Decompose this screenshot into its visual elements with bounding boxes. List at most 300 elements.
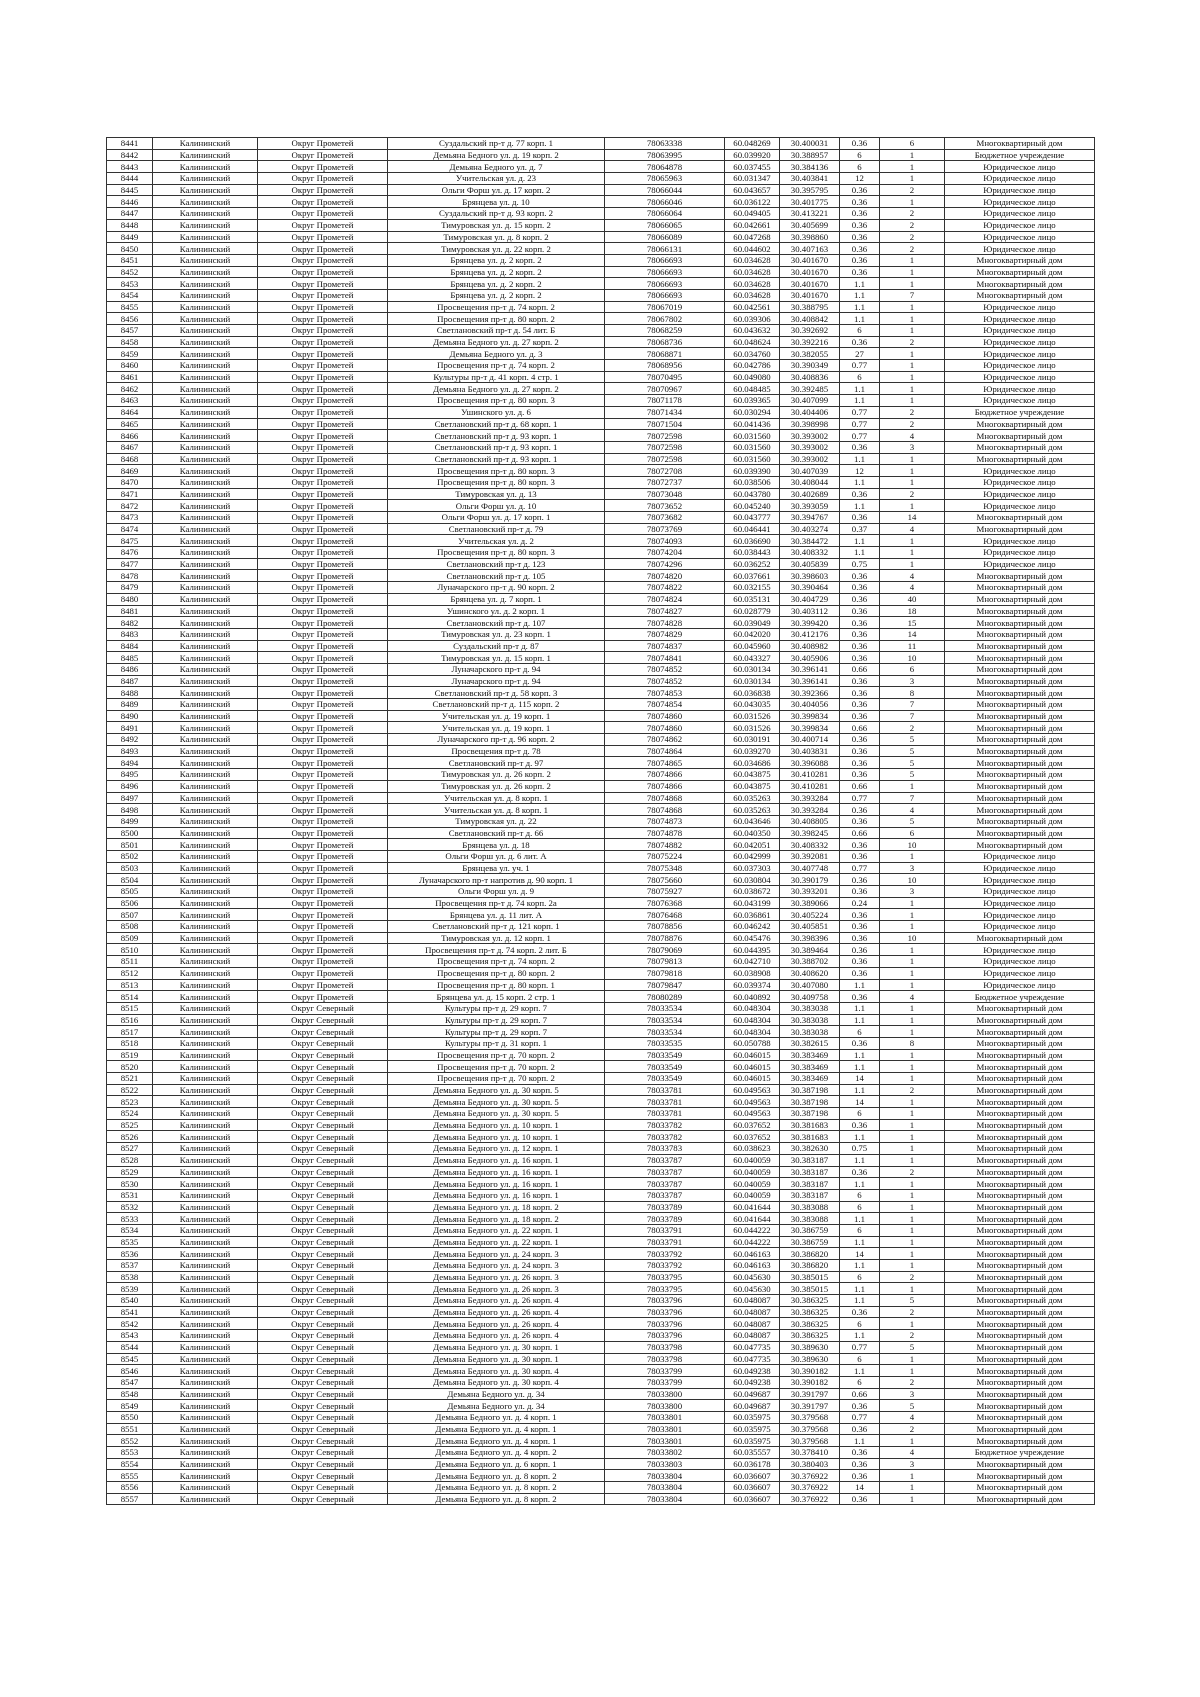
row-number: 8454	[107, 289, 153, 301]
count-cell: 3	[880, 1388, 945, 1400]
district-cell: Калининский	[153, 827, 258, 839]
value-cell: 0.77	[840, 406, 880, 418]
row-number: 8530	[107, 1178, 153, 1190]
category-cell: Многоквартирный дом	[945, 1178, 1095, 1190]
district-cell: Калининский	[153, 1470, 258, 1482]
row-number: 8510	[107, 944, 153, 956]
category-cell: Многоквартирный дом	[945, 1435, 1095, 1447]
longitude-cell: 30.379568	[780, 1423, 840, 1435]
code-cell: 78075224	[605, 850, 725, 862]
longitude-cell: 30.392692	[780, 325, 840, 337]
municipality-cell: Округ Прометей	[258, 208, 388, 220]
district-cell: Калининский	[153, 722, 258, 734]
value-cell: 0.36	[840, 1119, 880, 1131]
longitude-cell: 30.395795	[780, 184, 840, 196]
category-cell: Многоквартирный дом	[945, 734, 1095, 746]
address-cell: Тимуровская ул. д. 15 корп. 2	[388, 219, 605, 231]
district-cell: Калининский	[153, 839, 258, 851]
code-cell: 78033782	[605, 1119, 725, 1131]
count-cell: 2	[880, 1166, 945, 1178]
address-cell: Демьяна Бедного ул. д. 16 корп. 1	[388, 1178, 605, 1190]
row-number: 8458	[107, 336, 153, 348]
code-cell: 78033802	[605, 1447, 725, 1459]
code-cell: 78033534	[605, 1014, 725, 1026]
value-cell: 14	[840, 1073, 880, 1085]
address-cell: Культуры пр-т д. 31 корп. 1	[388, 1037, 605, 1049]
code-cell: 78074837	[605, 640, 725, 652]
longitude-cell: 30.405224	[780, 909, 840, 921]
category-cell: Многоквартирный дом	[945, 1201, 1095, 1213]
row-number: 8446	[107, 196, 153, 208]
longitude-cell: 30.387198	[780, 1084, 840, 1096]
latitude-cell: 60.049563	[725, 1108, 780, 1120]
district-cell: Калининский	[153, 161, 258, 173]
code-cell: 78033796	[605, 1306, 725, 1318]
category-cell: Многоквартирный дом	[945, 1014, 1095, 1026]
longitude-cell: 30.386325	[780, 1330, 840, 1342]
longitude-cell: 30.383038	[780, 1026, 840, 1038]
code-cell: 78033781	[605, 1096, 725, 1108]
latitude-cell: 60.044602	[725, 243, 780, 255]
longitude-cell: 30.400714	[780, 734, 840, 746]
district-cell: Калининский	[153, 617, 258, 629]
table-row	[107, 1271, 1095, 1283]
table-row	[107, 453, 1095, 465]
row-number: 8499	[107, 815, 153, 827]
latitude-cell: 60.030134	[725, 663, 780, 675]
value-cell: 0.36	[840, 512, 880, 524]
row-number: 8492	[107, 734, 153, 746]
code-cell: 78066693	[605, 266, 725, 278]
table-row	[107, 512, 1095, 524]
category-cell: Юридическое лицо	[945, 850, 1095, 862]
row-number: 8520	[107, 1061, 153, 1073]
category-cell: Юридическое лицо	[945, 395, 1095, 407]
value-cell: 0.36	[840, 617, 880, 629]
address-cell: Просвещения пр-т д. 80 корп. 2	[388, 313, 605, 325]
municipality-cell: Округ Прометей	[258, 278, 388, 290]
latitude-cell: 60.035975	[725, 1435, 780, 1447]
latitude-cell: 60.039920	[725, 149, 780, 161]
row-number: 8462	[107, 383, 153, 395]
row-number: 8535	[107, 1236, 153, 1248]
municipality-cell: Округ Прометей	[258, 570, 388, 582]
table-row	[107, 792, 1095, 804]
row-number: 8475	[107, 535, 153, 547]
row-number: 8472	[107, 500, 153, 512]
code-cell: 78033799	[605, 1376, 725, 1388]
address-cell: Тимуровская ул. д. 8 корп. 2	[388, 231, 605, 243]
address-cell: Демьяна Бедного ул. д. 30 корп. 4	[388, 1365, 605, 1377]
longitude-cell: 30.390349	[780, 360, 840, 372]
address-cell: Демьяна Бедного ул. д. 18 корп. 2	[388, 1201, 605, 1213]
count-cell: 1	[880, 1435, 945, 1447]
district-cell: Калининский	[153, 874, 258, 886]
longitude-cell: 30.382615	[780, 1037, 840, 1049]
longitude-cell: 30.383187	[780, 1154, 840, 1166]
count-cell: 1	[880, 196, 945, 208]
count-cell: 2	[880, 418, 945, 430]
longitude-cell: 30.388957	[780, 149, 840, 161]
municipality-cell: Округ Прометей	[258, 500, 388, 512]
count-cell: 4	[880, 523, 945, 535]
category-cell: Юридическое лицо	[945, 161, 1095, 173]
municipality-cell: Округ Северный	[258, 1330, 388, 1342]
address-cell: Тимуровская ул. д. 15 корп. 1	[388, 652, 605, 664]
count-cell: 1	[880, 1119, 945, 1131]
count-cell: 8	[880, 1037, 945, 1049]
table-row	[107, 1096, 1095, 1108]
row-number: 8482	[107, 617, 153, 629]
district-cell: Калининский	[153, 406, 258, 418]
municipality-cell: Округ Северный	[258, 1213, 388, 1225]
latitude-cell: 60.036607	[725, 1493, 780, 1505]
longitude-cell: 30.407039	[780, 465, 840, 477]
count-cell: 1	[880, 1236, 945, 1248]
address-cell: Ольги Форш ул. д. 6 лит. А	[388, 850, 605, 862]
row-number: 8460	[107, 360, 153, 372]
municipality-cell: Округ Прометей	[258, 149, 388, 161]
longitude-cell: 30.386325	[780, 1318, 840, 1330]
address-cell: Ушинского ул. д. 2 корп. 1	[388, 605, 605, 617]
count-cell: 1	[880, 1260, 945, 1272]
district-cell: Калининский	[153, 757, 258, 769]
district-cell: Калининский	[153, 640, 258, 652]
latitude-cell: 60.037455	[725, 161, 780, 173]
municipality-cell: Округ Северный	[258, 1131, 388, 1143]
latitude-cell: 60.042561	[725, 301, 780, 313]
count-cell: 3	[880, 675, 945, 687]
table-row	[107, 336, 1095, 348]
latitude-cell: 60.046163	[725, 1260, 780, 1272]
district-cell: Калининский	[153, 196, 258, 208]
latitude-cell: 60.034628	[725, 289, 780, 301]
district-cell: Калининский	[153, 465, 258, 477]
longitude-cell: 30.405906	[780, 652, 840, 664]
latitude-cell: 60.036122	[725, 196, 780, 208]
table-row	[107, 430, 1095, 442]
category-cell: Юридическое лицо	[945, 348, 1095, 360]
row-number: 8464	[107, 406, 153, 418]
category-cell: Многоквартирный дом	[945, 1306, 1095, 1318]
district-cell: Калининский	[153, 523, 258, 535]
category-cell: Многоквартирный дом	[945, 1482, 1095, 1494]
municipality-cell: Округ Северный	[258, 1026, 388, 1038]
count-cell: 1	[880, 1014, 945, 1026]
table-row	[107, 266, 1095, 278]
count-cell: 10	[880, 652, 945, 664]
count-cell: 1	[880, 453, 945, 465]
district-cell: Калининский	[153, 360, 258, 372]
table-row	[107, 699, 1095, 711]
address-cell: Брянцева ул. д. 2 корп. 2	[388, 266, 605, 278]
longitude-cell: 30.379568	[780, 1435, 840, 1447]
longitude-cell: 30.407748	[780, 862, 840, 874]
table-row	[107, 1224, 1095, 1236]
latitude-cell: 60.048087	[725, 1318, 780, 1330]
latitude-cell: 60.037652	[725, 1131, 780, 1143]
code-cell: 78074828	[605, 617, 725, 629]
address-cell: Демьяна Бедного ул. д. 22 корп. 1	[388, 1236, 605, 1248]
value-cell: 0.36	[840, 605, 880, 617]
municipality-cell: Округ Прометей	[258, 301, 388, 313]
row-number: 8480	[107, 593, 153, 605]
latitude-cell: 60.031560	[725, 453, 780, 465]
municipality-cell: Округ Прометей	[258, 722, 388, 734]
municipality-cell: Округ Северный	[258, 1073, 388, 1085]
longitude-cell: 30.404729	[780, 593, 840, 605]
code-cell: 78080289	[605, 991, 725, 1003]
category-cell: Многоквартирный дом	[945, 138, 1095, 150]
code-cell: 78070967	[605, 383, 725, 395]
count-cell: 7	[880, 699, 945, 711]
table-row	[107, 500, 1095, 512]
municipality-cell: Округ Прометей	[258, 430, 388, 442]
count-cell: 1	[880, 1178, 945, 1190]
table-row	[107, 652, 1095, 664]
value-cell: 0.36	[840, 921, 880, 933]
code-cell: 78074868	[605, 804, 725, 816]
count-cell: 1	[880, 149, 945, 161]
row-number: 8478	[107, 570, 153, 582]
address-cell: Светлановский пр-т д. 93 корп. 1	[388, 441, 605, 453]
count-cell: 14	[880, 628, 945, 640]
district-cell: Калининский	[153, 219, 258, 231]
code-cell: 78033801	[605, 1423, 725, 1435]
register-table-body	[107, 138, 1095, 1505]
district-cell: Калининский	[153, 1260, 258, 1272]
code-cell: 78033783	[605, 1143, 725, 1155]
address-cell: Тимуровская ул. д. 23 корп. 1	[388, 628, 605, 640]
latitude-cell: 60.031526	[725, 710, 780, 722]
row-number: 8463	[107, 395, 153, 407]
value-cell: 0.36	[840, 1037, 880, 1049]
category-cell: Многоквартирный дом	[945, 1049, 1095, 1061]
address-cell: Культуры пр-т д. 29 корп. 7	[388, 1026, 605, 1038]
count-cell: 1	[880, 956, 945, 968]
longitude-cell: 30.408332	[780, 839, 840, 851]
latitude-cell: 60.043327	[725, 652, 780, 664]
latitude-cell: 60.045240	[725, 500, 780, 512]
municipality-cell: Округ Прометей	[258, 699, 388, 711]
latitude-cell: 60.048087	[725, 1330, 780, 1342]
category-cell: Юридическое лицо	[945, 558, 1095, 570]
category-cell: Многоквартирный дом	[945, 1271, 1095, 1283]
code-cell: 78074296	[605, 558, 725, 570]
count-cell: 1	[880, 850, 945, 862]
code-cell: 78073652	[605, 500, 725, 512]
municipality-cell: Округ Прометей	[258, 640, 388, 652]
row-number: 8544	[107, 1341, 153, 1353]
district-cell: Калининский	[153, 395, 258, 407]
row-number: 8549	[107, 1400, 153, 1412]
value-cell: 0.77	[840, 418, 880, 430]
district-cell: Калининский	[153, 1458, 258, 1470]
count-cell: 1	[880, 1213, 945, 1225]
category-cell: Многоквартирный дом	[945, 605, 1095, 617]
row-number: 8486	[107, 663, 153, 675]
count-cell: 7	[880, 710, 945, 722]
address-cell: Демьяна Бедного ул. д. 34	[388, 1388, 605, 1400]
municipality-cell: Округ Прометей	[258, 839, 388, 851]
row-number: 8545	[107, 1353, 153, 1365]
longitude-cell: 30.392366	[780, 687, 840, 699]
district-cell: Калининский	[153, 441, 258, 453]
table-row	[107, 1365, 1095, 1377]
address-cell: Демьяна Бедного ул. д. 30 корп. 5	[388, 1096, 605, 1108]
table-row	[107, 173, 1095, 185]
table-row	[107, 991, 1095, 1003]
district-cell: Калининский	[153, 570, 258, 582]
table-row	[107, 710, 1095, 722]
table-row	[107, 278, 1095, 290]
count-cell: 1	[880, 465, 945, 477]
longitude-cell: 30.408836	[780, 371, 840, 383]
latitude-cell: 60.043777	[725, 512, 780, 524]
row-number: 8467	[107, 441, 153, 453]
count-cell: 2	[880, 243, 945, 255]
longitude-cell: 30.383469	[780, 1073, 840, 1085]
table-row	[107, 1108, 1095, 1120]
municipality-cell: Округ Прометей	[258, 593, 388, 605]
table-row	[107, 769, 1095, 781]
value-cell: 0.75	[840, 1143, 880, 1155]
count-cell: 5	[880, 815, 945, 827]
code-cell: 78033798	[605, 1341, 725, 1353]
longitude-cell: 30.401670	[780, 289, 840, 301]
address-cell: Луначарского пр-т д. 94	[388, 675, 605, 687]
municipality-cell: Округ Северный	[258, 1306, 388, 1318]
longitude-cell: 30.391797	[780, 1388, 840, 1400]
value-cell: 0.36	[840, 570, 880, 582]
latitude-cell: 60.044395	[725, 944, 780, 956]
code-cell: 78074852	[605, 663, 725, 675]
table-row	[107, 1283, 1095, 1295]
latitude-cell: 60.048485	[725, 383, 780, 395]
district-cell: Калининский	[153, 593, 258, 605]
municipality-cell: Округ Прометей	[258, 161, 388, 173]
value-cell: 6	[840, 325, 880, 337]
table-row	[107, 909, 1095, 921]
code-cell: 78033549	[605, 1061, 725, 1073]
code-cell: 78078876	[605, 932, 725, 944]
code-cell: 78065963	[605, 173, 725, 185]
municipality-cell: Округ Прометей	[258, 243, 388, 255]
code-cell: 78066693	[605, 278, 725, 290]
address-cell: Учительская ул. д. 19 корп. 1	[388, 722, 605, 734]
row-number: 8442	[107, 149, 153, 161]
category-cell: Юридическое лицо	[945, 173, 1095, 185]
district-cell: Калининский	[153, 792, 258, 804]
longitude-cell: 30.408044	[780, 476, 840, 488]
table-row	[107, 862, 1095, 874]
value-cell: 1.1	[840, 476, 880, 488]
municipality-cell: Округ Северный	[258, 1096, 388, 1108]
longitude-cell: 30.392081	[780, 850, 840, 862]
district-cell: Калининский	[153, 1178, 258, 1190]
count-cell: 2	[880, 1423, 945, 1435]
code-cell: 78072598	[605, 441, 725, 453]
address-cell: Просвещения пр-т д. 70 корп. 2	[388, 1061, 605, 1073]
code-cell: 78075348	[605, 862, 725, 874]
value-cell: 0.36	[840, 488, 880, 500]
table-row	[107, 243, 1095, 255]
value-cell: 1.1	[840, 535, 880, 547]
longitude-cell: 30.386820	[780, 1260, 840, 1272]
count-cell: 5	[880, 734, 945, 746]
row-number: 8541	[107, 1306, 153, 1318]
value-cell: 0.36	[840, 991, 880, 1003]
district-cell: Калининский	[153, 336, 258, 348]
code-cell: 78079818	[605, 967, 725, 979]
code-cell: 78074868	[605, 792, 725, 804]
count-cell: 18	[880, 605, 945, 617]
count-cell: 1	[880, 1108, 945, 1120]
code-cell: 78033534	[605, 1002, 725, 1014]
category-cell: Многоквартирный дом	[945, 1166, 1095, 1178]
count-cell: 2	[880, 219, 945, 231]
row-number: 8512	[107, 967, 153, 979]
category-cell: Многоквартирный дом	[945, 1037, 1095, 1049]
municipality-cell: Округ Северный	[258, 1458, 388, 1470]
value-cell: 0.36	[840, 699, 880, 711]
latitude-cell: 60.048087	[725, 1295, 780, 1307]
code-cell: 78073682	[605, 512, 725, 524]
value-cell: 12	[840, 173, 880, 185]
address-cell: Демьяна Бедного ул. д. 24 корп. 3	[388, 1260, 605, 1272]
address-cell: Луначарского пр-т напротив д. 90 корп. 1	[388, 874, 605, 886]
count-cell: 4	[880, 1411, 945, 1423]
count-cell: 40	[880, 593, 945, 605]
district-cell: Калининский	[153, 1166, 258, 1178]
row-number: 8497	[107, 792, 153, 804]
municipality-cell: Округ Прометей	[258, 360, 388, 372]
value-cell: 0.36	[840, 196, 880, 208]
count-cell: 10	[880, 839, 945, 851]
table-row	[107, 1178, 1095, 1190]
count-cell: 1	[880, 1318, 945, 1330]
category-cell: Многоквартирный дом	[945, 1236, 1095, 1248]
address-cell: Светлановский пр-т д. 66	[388, 827, 605, 839]
longitude-cell: 30.389066	[780, 897, 840, 909]
latitude-cell: 60.045476	[725, 932, 780, 944]
longitude-cell: 30.398245	[780, 827, 840, 839]
value-cell: 0.36	[840, 886, 880, 898]
category-cell: Многоквартирный дом	[945, 1493, 1095, 1505]
municipality-cell: Округ Северный	[258, 1201, 388, 1213]
municipality-cell: Округ Северный	[258, 1014, 388, 1026]
code-cell: 78075660	[605, 874, 725, 886]
longitude-cell: 30.388795	[780, 301, 840, 313]
code-cell: 78079847	[605, 979, 725, 991]
category-cell: Многоквартирный дом	[945, 430, 1095, 442]
address-cell: Просвещения пр-т д. 74 корп. 2а	[388, 897, 605, 909]
district-cell: Калининский	[153, 582, 258, 594]
address-cell: Культуры пр-т д. 41 корп. 4 стр. 1	[388, 371, 605, 383]
district-cell: Калининский	[153, 991, 258, 1003]
table-row	[107, 1388, 1095, 1400]
municipality-cell: Округ Прометей	[258, 769, 388, 781]
latitude-cell: 60.049563	[725, 1084, 780, 1096]
category-cell: Многоквартирный дом	[945, 1458, 1095, 1470]
row-number: 8450	[107, 243, 153, 255]
district-cell: Калининский	[153, 862, 258, 874]
address-cell: Демьяна Бедного ул. д. 30 корп. 1	[388, 1353, 605, 1365]
row-number: 8529	[107, 1166, 153, 1178]
count-cell: 14	[880, 512, 945, 524]
table-row	[107, 663, 1095, 675]
district-cell: Калининский	[153, 780, 258, 792]
